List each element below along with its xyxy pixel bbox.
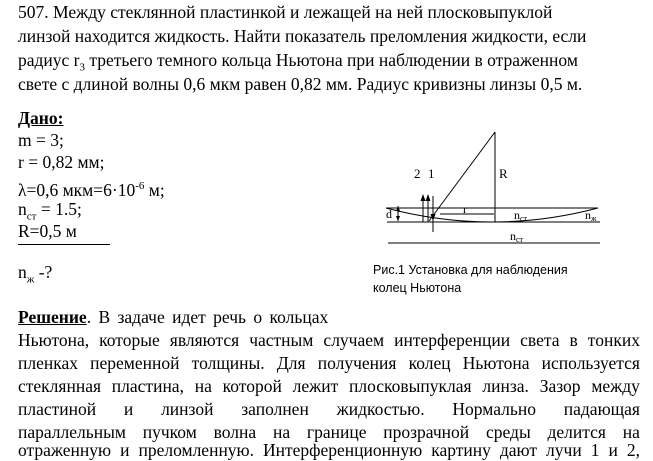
word: Ньютона	[462, 353, 530, 373]
word: 1	[590, 440, 600, 460]
given-r: r = 0,82 мм;	[18, 152, 105, 172]
word: лежит	[292, 376, 339, 396]
word: делится	[547, 422, 606, 442]
label-r: r	[463, 202, 467, 216]
word: стеклянная	[18, 376, 102, 396]
word: на	[272, 422, 291, 442]
word: прозрачной	[383, 422, 470, 442]
subscript: ст	[516, 235, 524, 244]
word: Нормально	[452, 399, 536, 419]
word: между	[591, 376, 640, 396]
word: параллельным	[18, 422, 126, 442]
text: n	[585, 208, 591, 222]
word: пучком	[142, 422, 197, 442]
solution-line-1	[18, 307, 328, 328]
text: n	[18, 262, 27, 282]
word: Для	[276, 353, 306, 373]
word: толщины.	[191, 353, 265, 373]
label-ray-1: 1	[428, 166, 435, 181]
word: Интерференционную	[263, 440, 423, 460]
word: заполнен	[241, 399, 309, 419]
solution-line-3	[18, 353, 640, 374]
word: которой	[222, 376, 282, 396]
arrow-up-icon	[426, 194, 431, 201]
word: картину	[431, 440, 491, 460]
word: лучи	[546, 440, 582, 460]
solution-line-2	[18, 330, 640, 351]
word: Ньютона,	[18, 330, 90, 350]
word: отраженную	[18, 440, 112, 460]
given-m: m = 3;	[18, 130, 64, 150]
exponent: -6	[135, 180, 145, 192]
subscript: ст	[26, 210, 37, 223]
label-d: d	[386, 207, 392, 221]
word: частным	[249, 330, 314, 350]
word: получения	[317, 353, 397, 373]
word: падающая	[563, 399, 640, 419]
text: = 1.5;	[36, 199, 82, 219]
word: дают	[499, 440, 538, 460]
word: линза.	[482, 376, 529, 396]
text: n	[18, 199, 27, 219]
word: интерференции	[394, 330, 511, 350]
lens-curve	[386, 208, 598, 222]
label-n-lens	[514, 208, 528, 223]
text: . В задаче идет речь о кольцах	[86, 307, 329, 327]
label-R: R	[499, 166, 508, 181]
word: 2,	[626, 440, 640, 460]
word: на	[622, 422, 640, 442]
word: случаем	[323, 330, 385, 350]
word: колец	[408, 353, 451, 373]
word: которые	[99, 330, 160, 350]
given-R: R=0,5 м	[18, 221, 77, 241]
word: среды	[485, 422, 531, 442]
text: м;	[144, 179, 165, 200]
problem-line-2: линзой находится жидкость. Найти показатель преломления жидкости, если	[18, 26, 587, 46]
word: и	[123, 399, 134, 419]
word: пластиной	[18, 399, 97, 419]
word: на	[194, 376, 212, 396]
arrow-down-icon	[396, 216, 400, 221]
word: преломленную.	[138, 440, 255, 460]
problem-line-1: 507. Между стеклянной пластинкой и лежащей на ней плосковыпуклой	[18, 2, 553, 22]
word: линзой	[161, 399, 214, 419]
word: пленках	[18, 353, 78, 373]
word: переменной	[90, 353, 180, 373]
label-ray-2: 2	[414, 166, 421, 181]
figure-caption-2: колец Ньютона	[373, 281, 462, 295]
word: границе	[306, 422, 367, 442]
word: тонких	[587, 330, 640, 350]
text: третьего темного кольца Ньютона при наблюдении в отраженном	[85, 50, 578, 70]
given-heading: Дано:	[18, 108, 64, 128]
word: и	[120, 440, 130, 460]
word: являются	[169, 330, 240, 350]
word: света	[520, 330, 560, 350]
subscript: 3	[79, 61, 86, 74]
text: n	[514, 208, 520, 222]
text: -?	[34, 262, 53, 282]
text: n	[510, 229, 516, 243]
figure-caption-1: Рис.1 Установка для наблюдения	[373, 263, 568, 277]
problem-line-4: свете с длиной волны 0,6 мкм равен 0,82 мм. Радиус кривизны линзы 0,5 м.	[18, 74, 583, 94]
solution-heading: Решение	[18, 307, 87, 327]
solution-line-5	[18, 399, 640, 420]
solution-line-4	[18, 376, 640, 397]
subscript: ж	[26, 273, 35, 286]
word: жидкостью.	[336, 399, 425, 419]
subscript: ж	[591, 214, 597, 223]
word: плосковыпуклая	[349, 376, 472, 396]
text: λ=0,6 мкм=6·10	[18, 179, 136, 200]
arrow-up-icon	[421, 194, 426, 201]
word: в	[569, 330, 578, 350]
subscript: ст	[520, 214, 528, 223]
text: радиус r	[18, 50, 80, 70]
word: Зазор	[539, 376, 581, 396]
word: волна	[213, 422, 257, 442]
label-n-plate	[510, 229, 524, 244]
word: пластина,	[111, 376, 184, 396]
word: используется	[541, 353, 640, 373]
word: и	[608, 440, 618, 460]
